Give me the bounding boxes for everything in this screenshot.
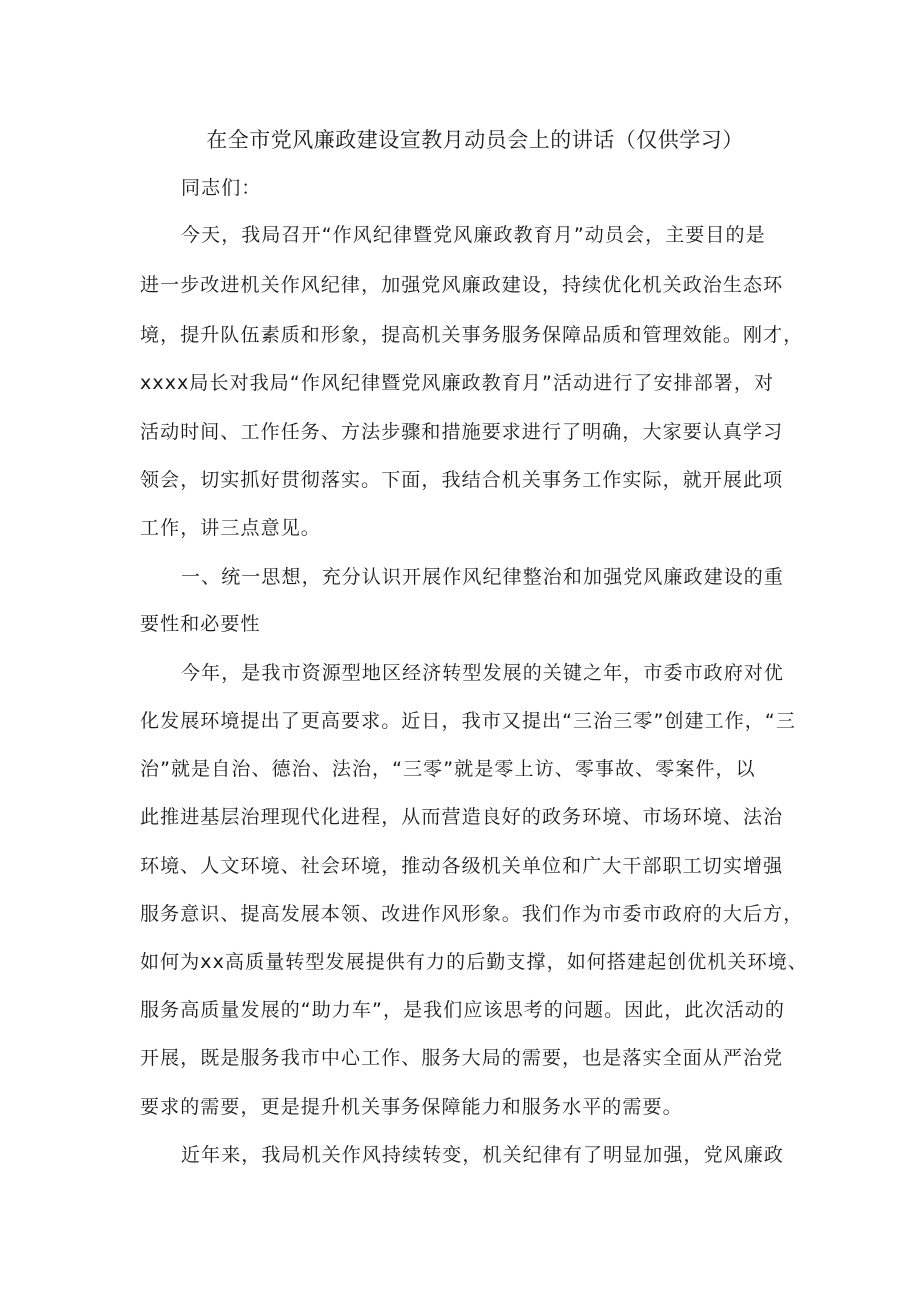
text-line: 活动时间、工作任务、方法步骤和措施要求进行了明确，大家要认真学习 [140, 421, 784, 443]
text-line: 近年来，我局机关作风持续转变，机关纪律有了明显加强，党风廉政 [181, 1144, 785, 1166]
text-line: 要求的需要，更是提升机关事务保障能力和服务水平的需要。 [140, 1096, 683, 1118]
section-heading: 要性和必要性 [140, 613, 261, 635]
text-line: 环境、人文环境、社会环境，推动各级机关单位和广大干部职工切实增强 [140, 855, 784, 877]
document-title: 在全市党风廉政建设宣教月动员会上的讲话（仅供学习） [206, 128, 744, 152]
text-line: 治”就是自治、德治、法治，“三零”就是零上访、零事故、零案件，以 [140, 758, 756, 780]
text-line: 境，提升队伍素质和形象，提高机关事务服务保障品质和管理效能。刚才， [140, 324, 804, 346]
text-line: 今年，是我市资源型地区经济转型发展的关键之年，市委市政府对优 [181, 662, 785, 684]
text-line: 开展，既是服务我市中心工作、服务大局的需要，也是落实全面从严治党 [140, 1047, 784, 1069]
text-line: 化发展环境提出了更高要求。近日，我市又提出“三治三零”创建工作，“三 [140, 710, 796, 732]
text-line: 工作，讲三点意见。 [140, 517, 321, 539]
section-heading: 一、统一思想，充分认识开展作风纪律整治和加强党风廉政建设的重 [181, 566, 785, 588]
text-line: 领会，切实抓好贯彻落实。下面，我结合机关事务工作实际，就开展此项 [140, 469, 784, 491]
salutation: 同志们： [181, 177, 262, 199]
text-line: xxxx局长对我局“作风纪律暨党风廉政教育月”活动进行了安排部署，对 [140, 372, 775, 394]
text-line: 此推进基层治理现代化进程，从而营造良好的政务环境、市场环境、法治 [140, 806, 784, 828]
text-line: 进一步改进机关作风纪律，加强党风廉政建设，持续优化机关政治生态环 [140, 274, 784, 296]
text-line: 如何为xx高质量转型发展提供有力的后勤支撑，如何搭建起创优机关环境、 [140, 951, 808, 973]
text-line: 服务意识、提高发展本领、改进作风形象。我们作为市委市政府的大后方， [140, 903, 804, 925]
text-line: 今天，我局召开“作风纪律暨党风廉政教育月”动员会，主要目的是 [181, 224, 766, 246]
text-line: 服务高质量发展的“助力车”，是我们应该思考的问题。因此，此次活动的 [140, 999, 785, 1021]
